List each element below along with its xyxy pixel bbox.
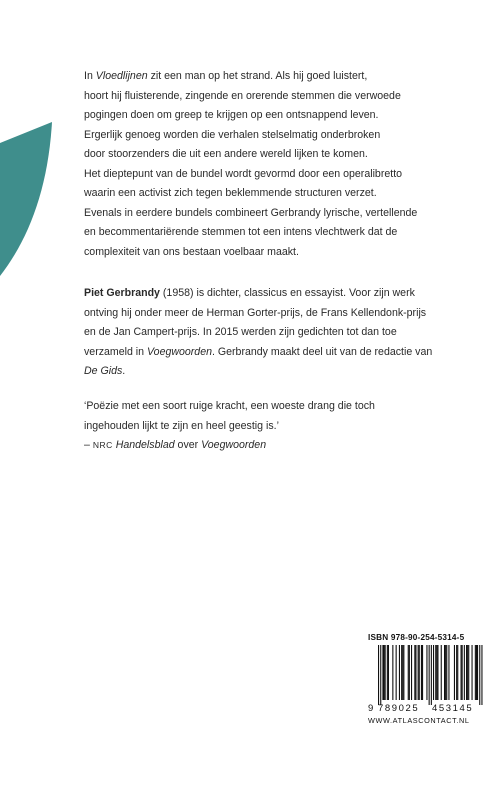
barcode-bar	[475, 645, 476, 700]
book-title: Voegwoorden	[201, 439, 267, 451]
barcode-bar	[446, 645, 447, 700]
barcode-bar	[436, 645, 437, 700]
quote-text: over	[174, 439, 202, 451]
barcode-bar	[477, 645, 478, 700]
barcode-digit-first: 9	[368, 703, 374, 714]
teal-decorative-shape	[0, 0, 60, 280]
barcode-bar	[380, 645, 381, 705]
bio-line-4	[84, 343, 489, 363]
barcode-bar	[388, 645, 389, 700]
bio-text: verzameld in	[84, 345, 147, 358]
barcode-bar	[378, 645, 379, 705]
blurb-line-1	[84, 67, 489, 87]
bio-line-2: ontving hij onder meer de Herman Gorter-prijs, de Frans Kellendonk-prijs	[84, 306, 427, 319]
barcode-bar	[392, 645, 393, 700]
bio-line-1	[84, 284, 489, 304]
barcode-bar	[384, 645, 385, 700]
blurb-line-2: hoort hij fluisterende, zingende en orerende stemmen die verwoede	[84, 89, 401, 102]
barcode-bar	[466, 645, 467, 700]
barcode-bar	[414, 645, 415, 700]
blurb-line-7: waarin een activist zich tegen beklemmende structuren verzet.	[84, 187, 377, 199]
barcode-bar	[481, 645, 482, 705]
bio-text: . Gerbrandy maakt deel uit van de redactie van	[212, 345, 433, 358]
barcode-bar	[472, 645, 473, 700]
barcode-bar	[429, 645, 430, 705]
barcode-digits-left: 789025	[378, 703, 420, 714]
barcode-bar	[403, 645, 404, 700]
press-quote	[84, 397, 489, 456]
barcode-bar	[462, 645, 463, 700]
barcode-bar	[408, 645, 409, 700]
isbn-barcode	[368, 633, 490, 733]
barcode-bar	[461, 645, 462, 700]
quote-attribution	[84, 436, 489, 456]
bio-text: (1958) is dichter, classicus en essayist. Voor zijn werk	[159, 287, 415, 299]
barcode-digits	[368, 703, 490, 714]
barcode-bar	[382, 645, 383, 700]
barcode-bar	[454, 645, 455, 700]
magazine-title: De Gids	[84, 365, 123, 377]
barcode-bar	[433, 645, 434, 700]
quote-line-2: ingehouden lijkt te zijn en heel geestig is.’	[84, 419, 279, 432]
blurb-line-6: Het dieptepunt van de bundel wordt gevormd door een operalibretto	[84, 167, 403, 180]
barcode-bar	[419, 645, 420, 700]
author-name: Piet Gerbrandy	[84, 287, 160, 299]
book-title: Vloedlijnen	[95, 70, 148, 82]
barcode-bar	[418, 645, 419, 700]
blurb-paragraph	[84, 67, 489, 262]
barcode-bar	[441, 645, 442, 700]
barcode-bar	[431, 645, 432, 705]
book-title: Voegwoorden	[147, 345, 212, 358]
barcode-bar	[457, 645, 458, 700]
barcode-bar	[467, 645, 468, 700]
barcode-bar	[468, 645, 469, 700]
barcode-bar	[411, 645, 412, 700]
blurb-line-9: en becommentariërende stemmen tot een intens vlechtwerk dat de	[84, 226, 398, 238]
barcode-bar	[415, 645, 416, 700]
barcode-bar	[421, 645, 422, 700]
barcode-bar	[399, 645, 400, 700]
blurb-line-4: Ergerlijk genoeg worden die verhalen stelselmatig onderbroken	[84, 128, 381, 141]
source-abbrev: NRC	[92, 440, 113, 450]
barcode-bar	[409, 645, 410, 700]
barcode-bar	[456, 645, 457, 700]
blurb-text: In	[84, 70, 96, 82]
barcode-bar	[479, 645, 480, 705]
source-name: Handelsblad	[112, 439, 175, 451]
barcode-bar	[444, 645, 445, 700]
quote-line-1: ‘Poëzie met een soort ruige kracht, een woeste drang die toch	[84, 400, 375, 412]
isbn-label: ISBN 978-90-254-5314-5	[368, 633, 465, 642]
blurb-line-3: pogingen doen om greep te krijgen op een ontsnappend leven.	[84, 109, 379, 121]
barcode-bar	[401, 645, 402, 700]
bio-line-5	[84, 362, 489, 382]
barcode-bar	[402, 645, 403, 700]
author-bio	[84, 284, 489, 382]
bio-line-3: en de Jan Campert-prijs. In 2015 werden zijn gedichten tot dan toe	[84, 326, 397, 338]
bio-text: .	[122, 365, 126, 377]
blurb-text: zit een man op het strand. Als hij goed luistert,	[147, 70, 368, 82]
barcode-bar	[426, 645, 427, 700]
barcode-bar	[464, 645, 465, 700]
barcode-bar	[448, 645, 449, 700]
barcode-bar	[445, 645, 446, 700]
barcode-bars	[372, 645, 488, 705]
barcode-bar	[422, 645, 423, 700]
barcode-bar	[437, 645, 438, 700]
barcode-digits-right: 453145	[432, 703, 474, 714]
publisher-url: WWW.ATLASCONTACT.NL	[368, 716, 470, 725]
dash: –	[84, 439, 93, 451]
barcode-bar	[396, 645, 397, 700]
blurb-line-10: complexiteit van ons bestaan voelbaar maakt.	[84, 245, 299, 258]
barcode-bar	[476, 645, 477, 700]
barcode-bar	[385, 645, 386, 700]
barcode-bar	[387, 645, 388, 700]
barcode-bar	[435, 645, 436, 700]
blurb-line-5: door stoorzenders die uit een andere wereld lijken te komen.	[84, 148, 368, 160]
blurb-line-8: Evenals in eerdere bundels combineert Gerbrandy lyrische, vertellende	[84, 206, 418, 219]
